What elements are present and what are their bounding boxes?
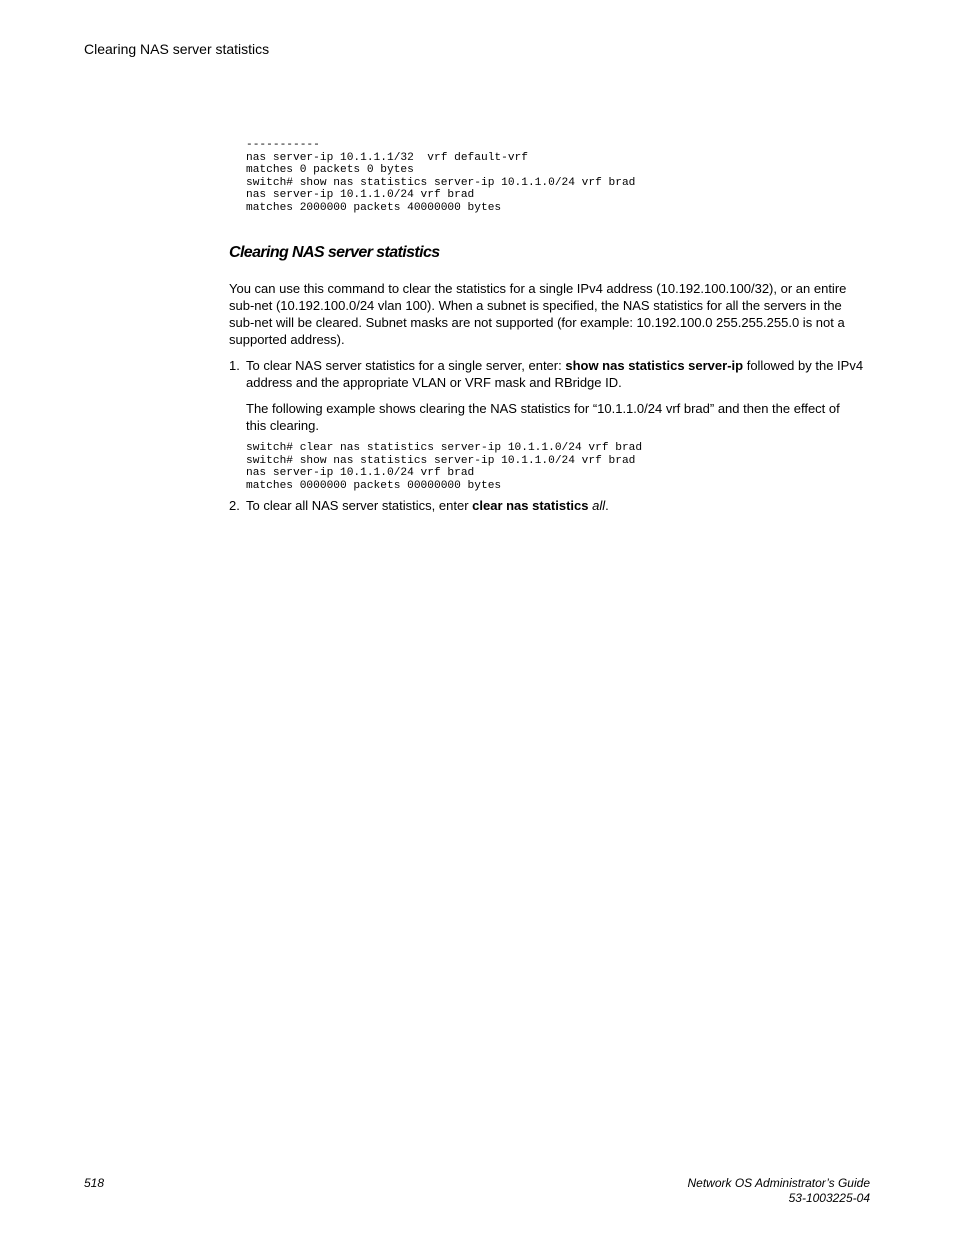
step-1-before: To clear NAS server statistics for a single server, enter: xyxy=(246,358,566,373)
guide-title: Network OS Administrator’s Guide xyxy=(687,1176,870,1190)
doc-number: 53-1003225-04 xyxy=(788,1191,870,1205)
code-block-show-output: ----------- nas server-ip 10.1.1.1/32 vrf default-vrf matches 0 packets 0 bytes switch# show nas statistics server-ip 10.1.1.0/24 vrf brad nas server-ip 10.1.1.0/24 vrf brad matches 2000000 packets 40000000 bytes xyxy=(246,139,636,214)
running-header: Clearing NAS server statistics xyxy=(84,41,270,57)
step-2-command: clear nas statistics xyxy=(472,498,589,513)
step-1-text xyxy=(246,357,864,391)
step-2-arg: all xyxy=(592,498,606,513)
step-2-text xyxy=(246,497,864,514)
page-number: 518 xyxy=(84,1176,105,1190)
step-2-after: . xyxy=(605,498,609,513)
example-description: The following example shows clearing the NAS statistics for “10.1.1.0/24 vrf brad” and then the effect of this clearing. xyxy=(246,401,840,433)
step-2-before: To clear all NAS server statistics, enter xyxy=(246,498,473,513)
code-block-clear-example: switch# clear nas statistics server-ip 10.1.1.0/24 vrf brad switch# show nas statistics server-ip 10.1.1.0/24 vrf brad nas server-ip 10.1.1.0/24 vrf brad matches 0000000 packets 00000000 bytes xyxy=(246,442,643,492)
step-1-command: show nas statistics server-ip xyxy=(565,358,744,373)
footer-doc-info xyxy=(687,1176,870,1206)
step-1-after: followed by the IPv4 address and the appropriate VLAN or VRF mask and RBridge ID. xyxy=(246,358,864,390)
intro-paragraph: You can use this command to clear the statistics for a single IPv4 address (10.192.100.100/32), or an entire sub-net (10.192.100.0/24 vlan 100). When a subnet is specified, the NAS statistics for all the servers in the sub-net will be cleared. Subnet masks are not supported (for example: 10.192.100.0 255.255.255.0 is not a supported address). xyxy=(229,281,847,347)
section-title: Clearing NAS server statistics xyxy=(229,244,440,261)
step-1-number: 1. xyxy=(229,358,240,373)
step-2-number: 2. xyxy=(229,498,240,513)
